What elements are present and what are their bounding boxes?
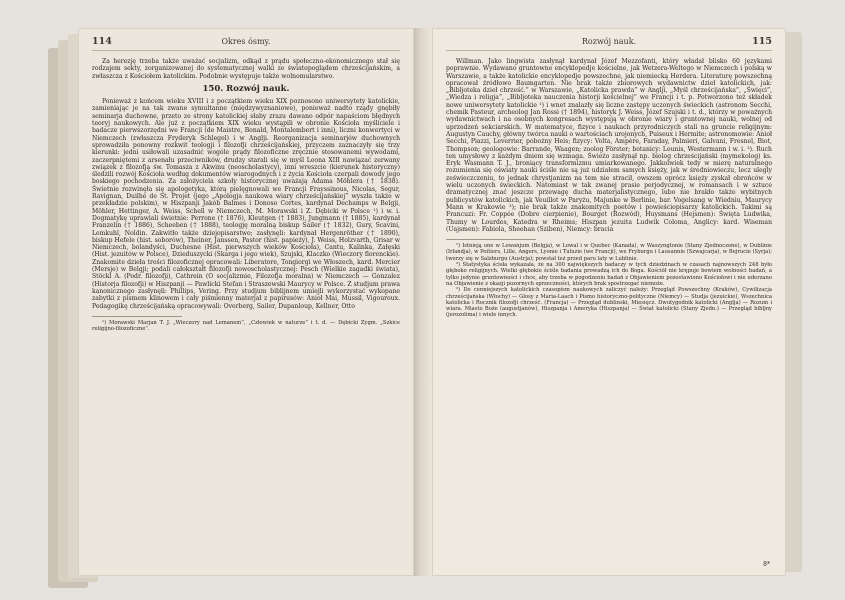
footnote: ³) Do cenniejszych katolickich czasopism naukowych zaliczyć należy: Przegląd Powszechny (Kraków), Cywilizacja chrześcijańska (Włochy) — Głosy z Maria-Laach i Pismo historyczno-polityczne (Niemcy) — Studja (jezuickie), Wszechnica katolicka i Rocznik filozofji chrześć. (Francja) — Przegląd dublinski, Miesięcz. Dwutygodnik katolicki (Anglja) — Rozum i wiara. Miasto Boże (augustjanów), Hiszpanja i Ameryka (Hiszpanja) — Świat katolicki (Stany Zjedn.) — Przegląd bibljny (jerozolima) i wiele innych. (446, 287, 772, 319)
right-page-edge (786, 32, 802, 572)
footnote: ¹) Istnieją one w Lowanjum (Belgja), w Lowal i w Quebec (Kanada), w Waszyngtonie (Stany Zjednoczone), w Dublinie (Irlandja), w Poitiers, Lille, Angers, Lyonie i Tuluzie (we Francji), we Fryburgu i Lausannie (Szwajcarja), w Bejrucie (Syrja); tworzy się w Salzburgu (Austrja); powstał też przed paru laty w Lublinie. (446, 243, 772, 262)
section-title: 150. Rozwój nauk. (202, 83, 290, 94)
page-number: 115 (752, 36, 772, 47)
footnote-rule (446, 239, 536, 240)
right-page-body (446, 58, 772, 319)
footnote: ²) Statystyka ścisła wykazała, że na 300 największych badaczy w tych dziedzinach w czasach najnowszych 248 było głęboko religijnych. Wielki głębokie ściśle badania prowadzą ich do Boga. Kościół nie krępuje bowiem wolności badań, a tylko jedynie gruntowności i chce, aby trzeba w pogodzeniu badań z Objawieniem pozostawiono Kościołowi i nie uderzano na Objawienie z okazji pozornych sprzeczności, których brak spostrzegać niemoże. (446, 262, 772, 287)
left-page-header (92, 36, 400, 51)
paragraph: Willman. Jako lingwista zasłynął kardynał Józef Mezzofanti, który władał blisko 60 językami poprawnie. Wydawano gruntowne encyklopedje kościelne, jak Wetzera-Weltego w Niemczech i polską w Warszawie, a także katolickie encyklopedje powszechne, jak niemiecką Herdera. Literaturę powszechną opracował źródłowo Baumgarten. Nie brak także zbiorowych wydawnictw dzieł katolickich, jak: „Bibljoteka dzieł chrześć.” w Warszawie, „Katolicka prawda” w Anglji, „Myśl chrześcijańska”, „Święci”, „Wiedza i religja”, „Bibljoteka nauczenia historji kościelnej” we Francji i t. p. Potworzono też składek nowe uniwersytety katolickie ¹) i wnet znalazły się liczne zastępy uczonych świeckich (astronom Secchi, chemik Pasteur, archeolog Jan Rossi († 1894), historyk J. Weiss, Józef Szujski i t. d., którzy w powaźnych wydawnictwach i na osobnych kongresach występują w obronie wiary i gruntownej nauki, wolnej od uprzedzeń sekciarskich. W matematyce, fizyce i naukach przyrodniczych stali na gruncie religijnym: Augustyn Cauchy, główny twórca nauki o wartościach urojonych, Puiseux i Hermite; astronomowie: Anioł Secchi, Piazzi, Leverrier, pobożny Heis; fizycy: Volta, Ampère, Faraday, Palmieri, Galvani, Fresnel, Biot, Thompson; geologowie: Barrande, Waagen; zoolog Förster; botanicy: Leunis, Westermann i w. i. ²). Ruch ten umysłowy z każdym dniem się wzmaga. Świeżo zasłynął np. biolog chrześcijański (mymekolog) ks. Eryk Wasmann T. J., broniący transformizmu umiarkowanego. Jakkolwiek tedy w mierę naturalnego rozumienia się oświaty nauki ściśle nie są już udziałem samych księży, jak w średniowieczu, lecz ulegly ześwieczczeniu, to jednak chrystjanizm na tem nie stracił, owszem oprócz księży zyskał obrońców w wielu uczonych świeckich. Natomiast w tak zwanej prasie perjodycznej, w romansach i w sztuce dramatycznej znać jeszcze przewagę ducha materjalistycznego, lubo nie brakło także wybitnych publicystów katolickich, jak Veuillot w Paryżu, Majunke w Berlinie, bar. Vogelsang w Wiedniu, Maurycy Mann w Krakowie ³); nie brak także znakomitych poetów i powieściopisarzy katolickich. Takimi są Francuzi: Fr. Coppée (Dobre cierpienie), Bourget (Rozwód), Huysmans (Hejsmen): Święta Ludwika, Thumy w Lourdes, Katedra w Rheims; Hiszpan jezuita Ludwik Coloma, Anglicy: kard. Wiseman (Uajsmen): Fabiola, Sheehan (Sziben), Niemcy: bracia (446, 58, 772, 233)
page-number: 114 (92, 36, 112, 47)
right-page-header (446, 36, 772, 51)
left-page (78, 28, 414, 576)
footnote-rule (92, 316, 182, 317)
footnote: ¹) Morawski Marjan T. J. „Wieczory nad Lemanem”, „Człowiek w naturze” i t. d. — Dębicki Zygm. „Szkice religijno-filozoficzne”. (92, 319, 400, 333)
left-page-body (92, 58, 400, 332)
paragraph: Ponieważ z końcem wieku XVIII i z początkiem wieku XIX poznosono uniwersytety katolickie, zamieniając je na tak zwane symultanne (międzywyznaniowe), ponieważ nadto rządy gnębiły seminarja duchowne, przeto ze strony katolickiej słaby zrazu dawano odpór napaściom błędnych teoryj naukowych. Ale już z początkiem XIX wieku wystąpili w obronie Kościoła myśliciele i badacze pierwszorzędni we Francji (de Maistre, Bonald, Montalembert i inni), liczni konwertyci w Niemczech (zwłaszcza Fryderyk Schlegel) i w Anglji. Reorganizacja seminarjów duchownych sprowadziła ponowny rozkwit teologji i filozofji chrześcijańskiej, przyczem zaznaczyły się trzy kierunki: jedni usiłowali uzasadnić wogóle prądy filozoficzne zręcznie stosowanemi wywodami, zaczerpniętemi z arsenału przeciwników, drudzy starali się w myśl Leona XIII nawiązać zerwany związek z filozofją św. Tomasza z Akwinu (neoscholastycy), inni wreszcie (kierunek historyczny) śledzili rozwój Kościoła według dokumentów wiarogodnych i z życia Kościoła czerpali dowody jego boskiego pochodzenia. Za założyciela szkoły historycznej uważają Adama Möhlera († 1838). Świetnie rozwinęła się apologetyka, którą pielęgnowali we Francji Frayssinous, Nicolas, Segur, Ravignan, Duilhé de St. Projet (jego „Apologja naukowa wiary chrześcijańskiej” wyszła także w przekładzie polskim), w Hiszpanji Jakób Balmes i Donoso Cortes, kardynał Dechamps w Belgji, Möhler, Hettinger, A. Weiss, Schell w Niemczech, M. Morawski i Z. Dębicki w Polsce ¹) i w. i. Dogmatykę uprawiali świetnie: Perrone († 1876), Kleutgen († 1883), Jungmann († 1885), kardynał Franzelin († 1886), Scheeben († 1888), teologję moralną biskup Sailer († 1832), Gury, Scavini, Lemkuhl, Noldin. Zakwitło także dziejopisarstwo; zasłynęli: kardynał Hergenröther († 1890), biskup Hefele (hist. soborów), Theiner, Janssen, Pastor (hist. papieży), J. Weiss, Holzvarth, Grisar w Niemczech, bolandyści, Duchesne (Hist. pierwszych wieków Kościoła), Cantu, Kalinka, Załęski (Hist. jezuitów w Polsce), Dzieduszycki (Skarga i jego wiek), Szujski, Klaczko (Wieczory florenckie). Znakomite dzieła treści filozoficznej opracowali: Liberatore, Tongiorgi we Włoszech, kard. Mercier (Mersje) w Belgji; podali całokształt filozofji nowoscholastycznej: Pesch (Wielkie zagadki świata), Stöckl A. (Podr. filozofji), Cathrein (O socjalizmie, Filozofja moralna) w Niemczech — Gonzalez (Historja filozofji) w Hiszpanji — Pawlicki Stefan i Straszewski Maurycy w Polsce. Z studjum prawa kanonicznego zasłynęli: Phillips, Vering. Przy studjum biblijnem umiejli wykorzystać wykopane zabytki z pismem klinowem i cały piśmienny materjał z papirusów: Anioł Mai, Mussil, Vigouroux. Pedagogikę chrześcijańską opracowywali: Overberg, Sailer, Dupanloup, Kellner, Otto (92, 98, 400, 310)
paragraph: Za herezję trzeba także uważać socjalizm, odkąd z prądu społeczno-ekonomicznego stał się rodzajem sekty, zorganizowanej do systematycznej walki ze światopoglądem chrześcijańskim, a zwłaszcza z Kościołem katolickim. Podobnie występuje także wolnomularstwo. (92, 58, 400, 80)
printer-signature: 8* (763, 561, 770, 568)
running-head: Rozwój nauk. (581, 37, 637, 46)
book-gutter (414, 28, 432, 576)
right-page (432, 28, 786, 576)
running-head: Okres ósmy. (221, 37, 271, 46)
